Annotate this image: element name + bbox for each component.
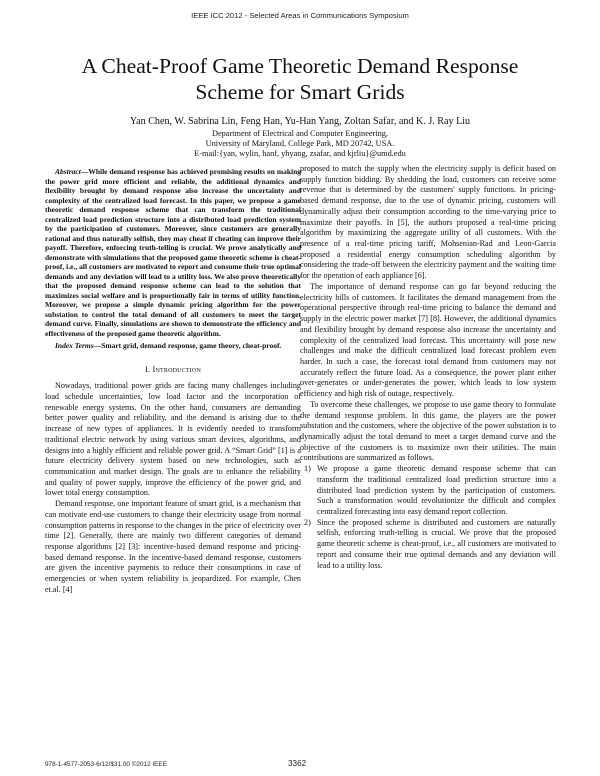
page-number: 3362 bbox=[288, 759, 307, 768]
index-terms-lead: Index Terms bbox=[55, 341, 94, 350]
affiliation-department: Department of Electrical and Computer Engineering, bbox=[211, 129, 388, 138]
abstract-lead: Abstract bbox=[55, 167, 81, 176]
right-column bbox=[300, 164, 556, 571]
paragraph: Demand response, one important feature of smart grid, is a mechanism that can motivate end-use customers to change their electricity usage from normal consumption patterns in response to the changes in the price of electricity over time [2]. Generally, there are mainly two different categories of demand response algorithms [2] [3]: incentive-based demand response and pricing-based demand response. In the incentive-based demand response, customers are given the incentive payments to reduce their consumptions in case of emergencies or when system reliability is jeopardized. For example, Chen et.al. [4] bbox=[45, 499, 301, 594]
list-item-text: We propose a game theoretic demand response scheme that can transform the traditional centralized load prediction structure into a distributed load prediction system by the participation of customers. Such a transformation would revolutionize the difficult and complex centralized forecasting into easy demand report collection. bbox=[317, 464, 556, 516]
paragraph: proposed to match the supply when the electricity supply is deficit based on supply function bidding. By shedding the load, customers can receive some revenue that is determined by the customers' supply functions. In pricing-based demand response, due to the use of dynamic pricing, customers will dynamically adjust their consumption according to the time-varying price to maximize their payoffs. In [5], the authors proposed a real-time pricing algorithm by maximizing the aggregate utility of all customers. With the presence of a real-time pricing tariff, Mohsenian-Rad and Leon-Garcia proposed a residential energy consumption scheduling algorithm by considering the trade-off between the electricity payment and the waiting time for the operation of each appliance [6]. bbox=[300, 164, 556, 281]
section-heading-introduction bbox=[45, 365, 301, 376]
title-line: Scheme for Smart Grids bbox=[195, 80, 405, 104]
list-item-text: Since the proposed scheme is distributed and customers are naturally selfish, enforcing truth-telling is crucial. We prove that the proposed game theoretic scheme is cheat-proof, i.e., all customers are motivated to report and consume their true optimal demands and any deviation will lead to a utility loss. bbox=[317, 517, 556, 570]
list-number: 1) bbox=[304, 464, 311, 474]
abstract-text: —While demand response has achieved promising results on making the power grid more efficient and reliable, the additional dynamics and flexibility brought by demand response also increase the uncertainty and complexity of the centralized load forecast. In this paper, we propose a game theoretic demand response scheme that can transform the traditional centralized load prediction structure into a distributed load prediction system by the participation of customers. Moreover, since customers are generally rational and thus naturally selfish, they may cheat if cheating can improve their payoff. Therefore, enforcing truth-telling is crucial. We prove analytically and demonstrate with simulations that the proposed game theoretic scheme is cheat-proof, i.e., all customers are motivated to report and consume their true optimal demands and any deviation will lead to a utility loss. We also prove theoretically that the proposed demand response scheme can lead to the solution that maximizes social welfare and is proportionally fair in terms of utility function. Moreover, we propose a simple dynamic pricing algorithm for the power substation to control the total demand of all customers to meet the target demand curve. Finally, simulations are shown to demonstrate the efficiency and effectiveness of the proposed game theoretic algorithm. bbox=[45, 167, 301, 338]
index-terms bbox=[45, 341, 301, 351]
paragraph: The importance of demand response can go far beyond reducing the electricity bills of customers. It facilitates the demand management from the operational perspective through real-time pricing to balance the demand and supply in the electric power market [7] [8]. However, the additional dynamics and flexibility brought by demand response also increase the uncertainty and complexity of the centralized load forecast. This uncertainty will pose new challenges and make the difficult centralized load forecast problem even harder. In such a case, the forecast total demand from customers may not accurately reflect the future load. As a consequence, the power plant either over-generates or under-generates the power, which leads to low system efficiency and high risk of outage, respectively. bbox=[300, 281, 556, 399]
affiliation-email: E-mail:{yan, wylin, hanf, yhyang, zsafar, and kjrliu}@umd.edu bbox=[194, 149, 406, 159]
section-title: Introduction bbox=[152, 364, 201, 374]
abstract bbox=[45, 167, 301, 338]
footer-isbn: 978-1-4577-2053-6/12/$31.00 ©2012 IEEE bbox=[45, 761, 167, 768]
paragraph: To overcome these challenges, we propose to use game theory to formulate the demand response problem. In this game, the players are the power substation and the customers, where the objective of the power substation is to dynamically adjust the total demand to meet a target demand curve and the objective of the customers is to maximize own their utilities. The main contributions are summarized as follows. bbox=[300, 399, 556, 463]
author-list: Yan Chen, W. Sabrina Lin, Feng Han, Yu-Han Yang, Zoltan Safar, and K. J. Ray Liu bbox=[129, 116, 471, 127]
index-terms-text: —Smart grid, demand response, game theory, cheat-proof. bbox=[93, 341, 282, 350]
paper-title bbox=[40, 53, 560, 105]
affiliation-block bbox=[80, 129, 520, 160]
conference-header: IEEE ICC 2012 - Selected Areas in Communications Symposium bbox=[191, 11, 409, 20]
list-item bbox=[300, 518, 556, 572]
contribution-list bbox=[300, 464, 556, 571]
list-number: 2) bbox=[304, 517, 311, 527]
affiliation-university: University of Maryland, College Park, MD 20742, USA. bbox=[205, 139, 395, 149]
title-line: A Cheat-Proof Game Theoretic Demand Response bbox=[81, 54, 519, 78]
left-column bbox=[45, 167, 301, 596]
section-numeral: I. bbox=[144, 364, 153, 374]
paragraph: Nowadays, traditional power grids are facing many challenges including load schedule uncertainties, low load factor and the incorporation of renewable energy systems. On the other hand, consumers are demanding better power quality and reliability, and the demand is arising due to the increase of new types of appliances. It is evidently needed to transform traditional electric network by using various smart devices, algorithms, and designs into a highly efficient and reliable power grid. A “Smart Grid” [1] is a future electricity delivery system based on new technologies, such as communication and market design. The goals are to enhance the reliability and quality of power supply, improve the efficiency of the power grid, and lower total energy consumption. bbox=[45, 381, 301, 498]
list-item bbox=[300, 464, 556, 518]
